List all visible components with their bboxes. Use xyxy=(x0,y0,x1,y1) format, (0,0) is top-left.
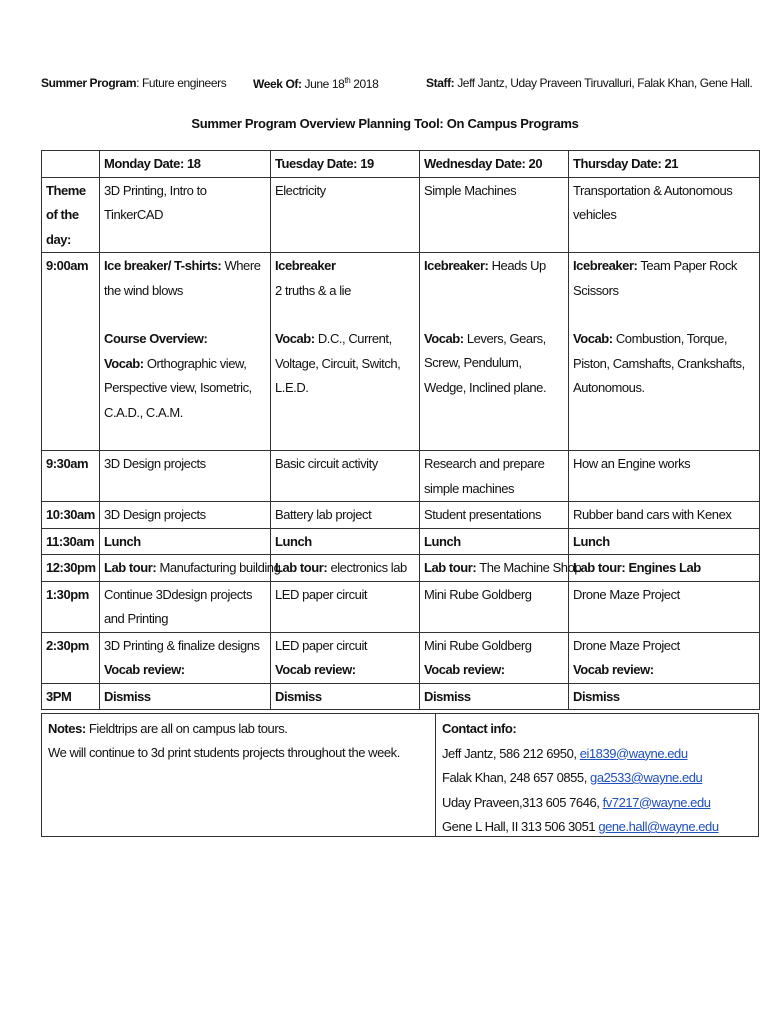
vocab-label: Vocab: xyxy=(104,355,144,371)
notes-section xyxy=(42,714,436,836)
email-link[interactable]: fv7217@wayne.edu xyxy=(602,794,711,810)
cell-3pm-monday: Dismiss xyxy=(100,683,271,710)
time-cell: 12:30pm xyxy=(42,555,100,582)
icebreaker-label: Ice breaker/ T-shirts: xyxy=(104,258,222,273)
cell-930-thursday: How an Engine works xyxy=(569,451,760,502)
table-row xyxy=(42,502,760,529)
staff-info xyxy=(426,76,752,90)
program-value: : Future engineers xyxy=(136,76,227,90)
table-row xyxy=(42,528,760,555)
cell-1030-thursday: Rubber band cars with Kenex xyxy=(569,502,760,529)
table-row xyxy=(42,253,760,451)
day-header-monday: Monday Date: 18 xyxy=(100,151,271,178)
time-cell: 1:30pm xyxy=(42,581,100,632)
activity-text: LED paper circuit xyxy=(275,637,368,653)
lab-tour-label: Lab tour: xyxy=(573,560,626,575)
notes-line-2: We will continue to 3d print students projects throughout the week. xyxy=(48,745,400,760)
lab-tour-text: The Machine Shop xyxy=(476,560,582,575)
vocab-review-label: Vocab review: xyxy=(573,662,654,677)
theme-monday: 3D Printing, Intro to TinkerCAD xyxy=(100,177,271,253)
notes-box xyxy=(41,713,759,837)
course-overview-label: Course Overview: xyxy=(104,331,208,346)
contact-entry xyxy=(442,742,752,767)
theme-label: Theme of the day: xyxy=(42,177,100,253)
contact-title: Contact info: xyxy=(442,721,517,736)
cell-1230-thursday xyxy=(569,555,760,582)
activity-text: Mini Rube Goldberg xyxy=(424,637,532,653)
cell-1030-tuesday: Battery lab project xyxy=(271,502,420,529)
cell-930-wednesday: Research and prepare simple machines xyxy=(420,451,569,502)
day-header-tuesday: Tuesday Date: 19 xyxy=(271,151,420,178)
schedule-table xyxy=(41,150,760,710)
lab-tour-label: Lab tour: xyxy=(424,560,477,575)
cell-1230-monday xyxy=(100,555,281,582)
table-row xyxy=(42,555,760,582)
vocab-text: Combustion, Torque, Piston, Camshafts, Crankshafts, Autonomous. xyxy=(573,331,745,395)
cell-1130-wednesday: Lunch xyxy=(420,528,569,555)
cell-1030-wednesday: Student presentations xyxy=(420,502,569,529)
activity-text: 3D Printing & finalize designs xyxy=(104,637,260,653)
cell-900-wednesday xyxy=(420,253,569,451)
time-cell: 9:30am xyxy=(42,451,100,502)
day-header-wednesday: Wednesday Date: 20 xyxy=(420,151,569,178)
theme-thursday: Transportation & Autonomous vehicles xyxy=(569,177,760,253)
cell-130-thursday: Drone Maze Project xyxy=(569,581,760,632)
cell-3pm-tuesday: Dismiss xyxy=(271,683,420,710)
email-link[interactable]: ga2533@wayne.edu xyxy=(590,770,703,785)
time-cell: 10:30am xyxy=(42,502,100,529)
cell-3pm-wednesday: Dismiss xyxy=(420,683,569,710)
lab-tour-text: electronics lab xyxy=(327,560,407,575)
lab-tour-text: Engines Lab xyxy=(625,560,701,575)
staff-value: Jeff Jantz, Uday Praveen Tiruvalluri, Falak Khan, Gene Hall. xyxy=(457,76,753,90)
theme-wednesday: Simple Machines xyxy=(420,177,569,253)
week-label: Week Of: xyxy=(253,77,302,91)
cell-930-tuesday: Basic circuit activity xyxy=(271,451,420,502)
icebreaker-label: Icebreaker: xyxy=(573,258,638,273)
vocab-text: D.C., Current, Voltage, Circuit, Switch, L.E.D. xyxy=(275,331,401,395)
cell-3pm-thursday: Dismiss xyxy=(569,683,760,710)
cell-230-thursday xyxy=(569,632,760,683)
vocab-text: Levers, Gears, Screw, Pendulum, Wedge, Inclined plane. xyxy=(424,330,547,395)
document-title: Summer Program Overview Planning Tool: On Campus Programs xyxy=(191,116,579,131)
vocab-review-label: Vocab review: xyxy=(275,662,356,677)
cell-230-tuesday xyxy=(271,632,420,683)
contact-text: Jeff Jantz, 586 212 6950, xyxy=(442,745,580,761)
icebreaker-label: Icebreaker xyxy=(275,258,336,273)
icebreaker-text: Where the wind blows xyxy=(104,258,261,298)
theme-tuesday: Electricity xyxy=(271,177,420,253)
notes-text-1: Fieldtrips are all on campus lab tours. xyxy=(85,721,288,736)
table-row xyxy=(42,683,760,710)
contact-text: Falak Khan, 248 657 0855, xyxy=(442,770,591,785)
table-row xyxy=(42,632,760,683)
vocab-text: Orthographic view, Perspective view, Isometric, C.A.D., C.A.M. xyxy=(104,355,252,420)
time-cell: 2:30pm xyxy=(42,632,100,683)
icebreaker-label: Icebreaker: xyxy=(424,258,489,273)
cell-230-monday xyxy=(100,632,271,683)
icebreaker-text: 2 truths & a lie xyxy=(275,282,351,298)
vocab-label: Vocab: xyxy=(424,330,464,346)
week-year: 2018 xyxy=(353,77,379,91)
program-label: Summer Program xyxy=(41,76,137,90)
icebreaker-text: Team Paper Rock Scissors xyxy=(573,258,737,298)
contact-section xyxy=(436,714,758,836)
cell-930-monday: 3D Design projects xyxy=(100,451,271,502)
cell-1130-thursday: Lunch xyxy=(569,528,760,555)
cell-1130-tuesday: Lunch xyxy=(271,528,420,555)
day-header-thursday: Thursday Date: 21 xyxy=(569,151,760,178)
cell-1130-monday: Lunch xyxy=(100,528,271,555)
notes-label: Notes: xyxy=(48,721,86,736)
table-header-row xyxy=(42,151,760,178)
program-header xyxy=(41,76,753,94)
cell-1230-tuesday xyxy=(271,555,420,582)
week-info xyxy=(253,76,378,91)
corner-cell xyxy=(42,151,100,178)
cell-900-tuesday xyxy=(271,253,420,451)
time-cell: 9:00am xyxy=(42,253,100,451)
week-sup: th xyxy=(344,76,351,85)
table-row xyxy=(42,451,760,502)
contact-text: Uday Praveen,313 605 7646, xyxy=(442,794,603,810)
contact-entry xyxy=(442,815,752,840)
lab-tour-text: Manufacturing building xyxy=(156,560,281,575)
vocab-review-label: Vocab review: xyxy=(104,662,185,677)
program-info xyxy=(41,76,226,90)
vocab-label: Vocab: xyxy=(573,331,613,346)
week-value: June 18 xyxy=(304,77,345,91)
cell-900-thursday xyxy=(569,253,760,451)
icebreaker-text: Heads Up xyxy=(488,258,546,273)
email-link[interactable]: ei1839@wayne.edu xyxy=(579,745,688,761)
theme-row xyxy=(42,177,760,253)
cell-130-wednesday: Mini Rube Goldberg xyxy=(420,581,569,632)
contact-entry xyxy=(442,766,752,791)
time-cell: 3PM xyxy=(42,683,100,710)
lab-tour-label: Lab tour: xyxy=(104,560,157,575)
cell-900-monday xyxy=(100,253,271,451)
cell-130-monday: Continue 3Ddesign projects and Printing xyxy=(100,581,271,632)
table-row xyxy=(42,581,760,632)
cell-130-tuesday: LED paper circuit xyxy=(271,581,420,632)
cell-230-wednesday xyxy=(420,632,569,683)
notes-line-1 xyxy=(48,717,429,741)
vocab-label: Vocab: xyxy=(275,331,315,346)
email-link[interactable]: gene.hall@wayne.edu xyxy=(598,819,719,834)
staff-label: Staff: xyxy=(426,76,455,90)
cell-1230-wednesday xyxy=(420,555,582,582)
time-cell: 11:30am xyxy=(42,528,100,555)
activity-text: Drone Maze Project xyxy=(573,637,680,653)
contact-text: Gene L Hall, II 313 506 3051 xyxy=(442,819,599,834)
cell-1030-monday: 3D Design projects xyxy=(100,502,271,529)
vocab-review-label: Vocab review: xyxy=(424,662,505,677)
contact-entry xyxy=(442,791,752,816)
lab-tour-label: Lab tour: xyxy=(275,560,328,575)
